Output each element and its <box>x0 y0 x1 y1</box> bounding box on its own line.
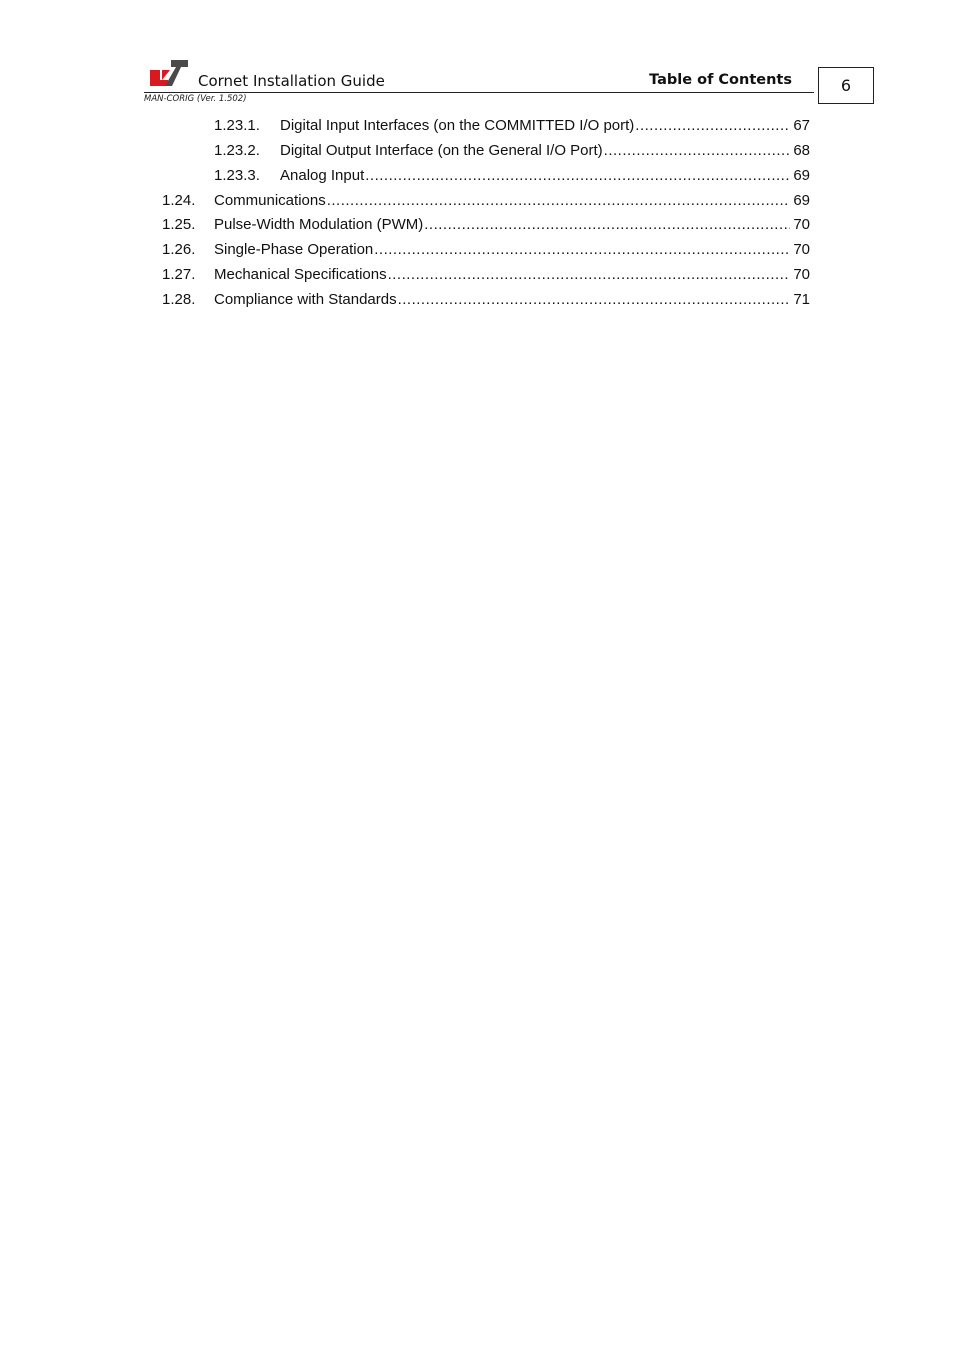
toc-entry-title: Communications <box>214 192 326 209</box>
toc-entry-title: Mechanical Specifications <box>214 266 387 283</box>
page-number-box <box>818 67 874 104</box>
toc-entry-page: 67 <box>793 117 810 134</box>
toc-dot-leader <box>374 238 790 262</box>
toc-entry-title: Pulse-Width Modulation (PWM) <box>214 216 424 233</box>
toc-dot-leader <box>604 139 791 163</box>
elmo-logo-icon <box>148 58 190 88</box>
toc-entry[interactable] <box>162 189 810 213</box>
toc-entry-number: 1.28. <box>162 291 196 308</box>
header-divider <box>144 92 814 93</box>
page-header <box>144 56 814 106</box>
toc-dot-leader <box>327 189 791 213</box>
toc-entry-number: 1.24. <box>162 192 196 209</box>
toc-entry-page: 68 <box>793 142 810 159</box>
toc-entry-page: 70 <box>793 241 810 258</box>
toc-entry[interactable] <box>214 164 810 188</box>
toc-entry-number: 1.23.2. <box>214 142 260 159</box>
toc-entry-title: Compliance with Standards <box>214 291 397 308</box>
toc-entry-page: 71 <box>793 291 810 308</box>
toc-entry-page: 70 <box>793 266 810 283</box>
toc-entry[interactable] <box>162 238 810 262</box>
toc-entry-number: 1.23.1. <box>214 117 260 134</box>
toc-entry[interactable] <box>162 263 810 287</box>
toc-dot-leader <box>398 288 791 312</box>
toc-dot-leader <box>635 114 790 138</box>
toc-entry-number: 1.26. <box>162 241 196 258</box>
toc-entry-number: 1.23.3. <box>214 167 260 184</box>
toc-entry-page: 70 <box>793 216 810 233</box>
section-title: Table of Contents <box>649 72 792 88</box>
toc-entry-title: Analog Input <box>280 167 365 184</box>
toc-entry-number: 1.27. <box>162 266 196 283</box>
toc-entry[interactable] <box>214 114 810 138</box>
toc-dot-leader <box>424 213 790 237</box>
toc-entry-title: Single-Phase Operation <box>214 241 374 258</box>
toc-entry[interactable] <box>214 139 810 163</box>
toc-entry-title: Digital Output Interface (on the General I/O Port) <box>280 142 603 159</box>
toc-entry-number: 1.25. <box>162 216 196 233</box>
toc-entry-page: 69 <box>793 192 810 209</box>
version-label: MAN-CORIG (Ver. 1.502) <box>144 94 247 104</box>
page-number: 6 <box>840 76 852 95</box>
toc-entry[interactable] <box>162 288 810 312</box>
document-title: Cornet Installation Guide <box>198 72 385 90</box>
toc-dot-leader <box>388 263 791 287</box>
toc-entry-title: Digital Input Interfaces (on the COMMITTED I/O port) <box>280 117 635 134</box>
toc-dot-leader <box>365 164 790 188</box>
toc-entry[interactable] <box>162 213 810 237</box>
toc-entry-page: 69 <box>793 167 810 184</box>
